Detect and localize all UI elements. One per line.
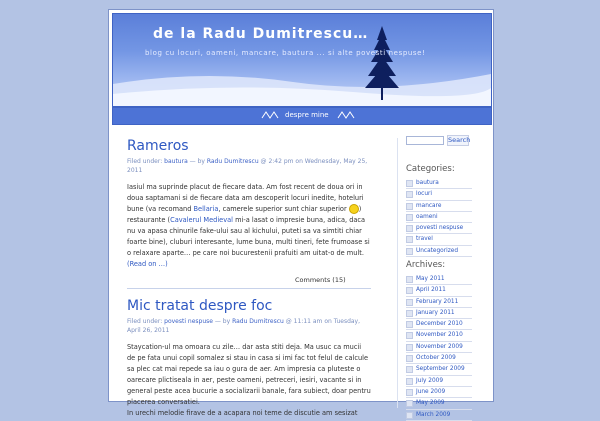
archive-link[interactable]: July 2009 bbox=[416, 377, 444, 384]
list-item bbox=[406, 212, 472, 223]
author-link[interactable]: Radu Dumitrescu bbox=[232, 318, 284, 325]
categories-heading: Categories: bbox=[406, 164, 455, 174]
list-item bbox=[406, 330, 472, 341]
archive-link[interactable]: November 2009 bbox=[416, 343, 463, 350]
post-body bbox=[127, 342, 371, 419]
bullet-icon bbox=[406, 332, 413, 339]
post-paragraph: Staycation-ul ma omoara cu zile… dar asta stiti deja. Ma usuc ca mucii de pe fata unui copil somalez si stau in casa si imi fac tot felul de calcule sa plec cat mai repede sa iau o gura de aer. Am impresia ca pluteste o oarecare plictiseala in aer, peste oameni, petreceri, iesiri, vacante si in general peste acea bucurie a socializarii banale, fara subiect, doar pentru placerea conversatiei. bbox=[127, 343, 371, 406]
category-link[interactable]: locuri bbox=[416, 191, 433, 198]
category-link[interactable]: povesti nespuse bbox=[416, 225, 464, 232]
category-link[interactable]: povesti nespuse bbox=[164, 318, 213, 325]
nav-about-link[interactable]: despre mine bbox=[285, 111, 329, 119]
meta-prefix: Filed under: bbox=[127, 158, 165, 165]
post-body bbox=[127, 182, 371, 270]
list-item bbox=[406, 201, 472, 212]
bullet-icon bbox=[406, 355, 413, 362]
archive-link[interactable]: January 2011 bbox=[416, 309, 455, 316]
post-footer bbox=[127, 276, 371, 289]
category-link[interactable]: oameni bbox=[416, 213, 438, 220]
archive-link[interactable]: March 2009 bbox=[416, 411, 451, 418]
category-link[interactable]: travel bbox=[416, 236, 433, 243]
post-text: mi-a lasat o impresie buna, adica, daca nu va apasa chinurile fake-ului sau al kichului, puteti sa va simtiti chiar foarte bine), cluburi interesante, lume buna, multi tineri, fete frumoase si o relaxare aparte… pe care noi bucurestenii prafuiti am uitat-o de mult. bbox=[127, 216, 370, 257]
column-divider bbox=[397, 138, 398, 408]
bullet-icon bbox=[406, 400, 413, 407]
meta-by: — by bbox=[212, 318, 233, 325]
post-text: ) restaurante ( bbox=[127, 205, 362, 224]
list-item bbox=[406, 246, 472, 257]
archive-link[interactable]: November 2010 bbox=[416, 332, 463, 339]
list-item bbox=[406, 387, 472, 398]
archive-link[interactable]: October 2009 bbox=[416, 355, 456, 362]
bullet-icon bbox=[406, 366, 413, 373]
bullet-icon bbox=[406, 225, 413, 232]
meta-prefix: Filed under: bbox=[127, 318, 165, 325]
archive-link[interactable]: December 2010 bbox=[416, 321, 463, 328]
comments-link[interactable]: Comments (15) bbox=[295, 276, 346, 284]
site-header bbox=[112, 13, 492, 107]
author-link[interactable]: Radu Dumitrescu bbox=[206, 158, 259, 165]
bullet-icon bbox=[406, 214, 413, 221]
bellaria-link[interactable]: Bellaria bbox=[193, 205, 219, 213]
post-time: @ 2:42 pm bbox=[258, 158, 294, 165]
page-frame bbox=[108, 9, 494, 418]
bullet-icon bbox=[406, 276, 413, 283]
list-item bbox=[406, 178, 472, 189]
archives-heading: Archives: bbox=[406, 260, 446, 270]
post-text: , camerele superior sunt chiar superior bbox=[218, 205, 349, 213]
cavalerul-medieval-link[interactable]: Cavalerul Medieval bbox=[170, 216, 233, 224]
post-date: on Tuesday, April 26, 2011 bbox=[127, 318, 361, 334]
list-item bbox=[406, 398, 472, 409]
post bbox=[127, 298, 371, 419]
bullet-icon bbox=[406, 344, 413, 351]
archive-link[interactable]: September 2009 bbox=[416, 366, 465, 373]
archive-link[interactable]: February 2011 bbox=[416, 298, 459, 305]
list-item bbox=[406, 342, 472, 353]
list-item bbox=[406, 274, 472, 285]
bullet-icon bbox=[406, 236, 413, 243]
bullet-icon bbox=[406, 203, 413, 210]
bullet-icon bbox=[406, 310, 413, 317]
post-text: Iasiul ma suprinde placut de fiecare data. Am fost recent de doua ori in doua saptamani si de fiecare data am descoperit locuri inedite, hoteluri bune (va recomand bbox=[127, 183, 364, 213]
list-item bbox=[406, 376, 472, 387]
bullet-icon bbox=[406, 321, 413, 328]
archive-link[interactable]: June 2009 bbox=[416, 388, 446, 395]
post-meta bbox=[127, 317, 371, 335]
bullet-icon bbox=[406, 248, 413, 255]
category-link[interactable]: mancare bbox=[416, 202, 442, 209]
site-description: blog cu locuri, oameni, mancare, bautura ... si alte povesti nespuse! bbox=[145, 49, 426, 57]
categories-list bbox=[406, 178, 472, 257]
archive-link[interactable]: April 2011 bbox=[416, 287, 446, 294]
list-item bbox=[406, 189, 472, 200]
bullet-icon bbox=[406, 389, 413, 396]
bullet-icon bbox=[406, 412, 413, 419]
post-date: on Wednesday, May 25, 2011 bbox=[127, 158, 368, 174]
search-button[interactable]: Search bbox=[448, 136, 471, 144]
list-item bbox=[406, 234, 472, 245]
archive-link[interactable]: May 2011 bbox=[416, 276, 445, 282]
read-more-link[interactable]: (Read on …) bbox=[127, 260, 168, 268]
list-item bbox=[406, 410, 472, 421]
smiley-icon bbox=[349, 204, 359, 214]
snowflake-ornament-icon bbox=[261, 110, 279, 120]
main-content bbox=[127, 138, 371, 417]
archives-list bbox=[406, 274, 472, 421]
list-item bbox=[406, 353, 472, 364]
post bbox=[127, 138, 371, 289]
category-link[interactable]: bautura bbox=[416, 180, 439, 186]
bullet-icon bbox=[406, 378, 413, 385]
post-meta bbox=[127, 157, 371, 175]
post-time: @ 11:11 am bbox=[283, 318, 323, 325]
bullet-icon bbox=[406, 287, 413, 294]
bullet-icon bbox=[406, 299, 413, 306]
meta-by: — by bbox=[187, 158, 207, 165]
list-item bbox=[406, 297, 472, 308]
post-title[interactable]: Rameros bbox=[127, 138, 189, 154]
site-title[interactable]: de la Radu Dumitrescu… bbox=[153, 26, 369, 42]
bullet-icon bbox=[406, 191, 413, 198]
snowflake-ornament-icon bbox=[337, 110, 355, 120]
post-paragraph: In urechi melodie firave de a acapara noi teme de discutie am sesizat bbox=[127, 409, 358, 417]
list-item bbox=[406, 285, 472, 296]
list-item bbox=[406, 364, 472, 375]
category-link[interactable]: bautura bbox=[164, 158, 188, 165]
bullet-icon bbox=[406, 180, 413, 187]
list-item bbox=[406, 319, 472, 330]
nav-bar bbox=[112, 107, 492, 125]
archive-link[interactable]: May 2009 bbox=[416, 400, 445, 407]
post-title[interactable]: Mic tratat despre foc bbox=[127, 298, 273, 314]
search-input[interactable] bbox=[406, 136, 444, 145]
list-item bbox=[406, 223, 472, 234]
list-item bbox=[406, 308, 472, 319]
category-link[interactable]: Uncategorized bbox=[416, 247, 459, 254]
